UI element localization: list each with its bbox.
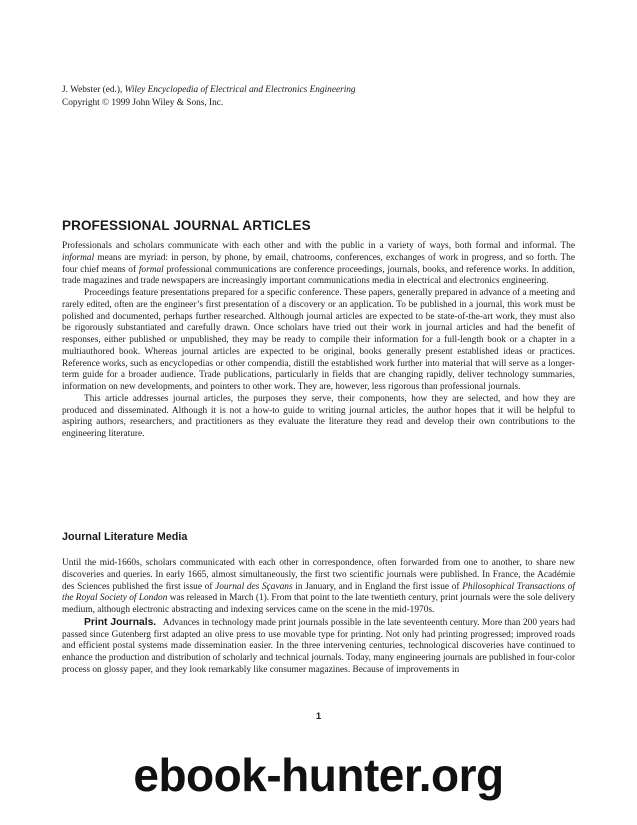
citation-line bbox=[62, 84, 582, 97]
copyright-line: Copyright © 1999 John Wiley & Sons, Inc. bbox=[62, 97, 224, 108]
intro-section bbox=[62, 241, 575, 441]
emphasis-formal: formal bbox=[138, 264, 164, 275]
intro-paragraph-3: This article addresses journal articles, the purposes they serve, their components, how they are selected, and how they are produced and disseminated. Although it is not a how-to guide to writing journal articles, the author hopes that it will be helpful to aspiring authors, researchers, and practitioners as they evaluate the literature they read and develop their own contributions to the engineering literature. bbox=[62, 393, 575, 439]
citation-encyclopedia-title: Wiley Encyclopedia of Electrical and Electronics Engineering bbox=[124, 85, 356, 95]
citation-header bbox=[62, 84, 582, 109]
subsection-heading-print-journals: Print Journals. bbox=[84, 616, 157, 628]
emphasis-philosophical-transactions: Philosophical Transactions of the Royal Society of London bbox=[62, 581, 575, 604]
text-run: was released in March (1). From that point to the late twentieth century, print journals were the sole delivery medium, although electronic abstracting and indexing services came on the scene in the mid-1970s. bbox=[62, 593, 575, 615]
text-run: Advances in technology made print journals possible in the late seventeenth century. More than 200 years had passed since Gutenberg first adapted an olive press to use movable type for printing. Not only had printing progressed; improved roads and efficient postal systems made dissemination easier. In the three intervening centuries, technological discoveries have continued to enhance the production and distribution of scholarly and technical journals. Today, many engineering journals are published in four-color process on glossy paper, and they look remarkably like consumer magazines. Because of improvements in bbox=[62, 617, 578, 675]
text-run: Until the mid-1660s, scholars communicated with each other in correspondence, often forwarded from one to another, to share new discoveries and queries. In early 1665, almost simultaneously, the first two scientific journals were published. In France, the Académie des Sciences published the first issue of bbox=[62, 558, 575, 592]
text-run: professional communications are conference proceedings, journals, books, and reference works. In addition, trade magazines and trade newspapers are increasingly important communications media in electrical and electronics engineering. bbox=[62, 264, 575, 287]
emphasis-journal-des-scavans: Journal des Sçavans bbox=[215, 581, 293, 592]
media-paragraph-1 bbox=[62, 558, 575, 617]
section-heading: Journal Literature Media bbox=[62, 531, 188, 543]
page-number: 1 bbox=[315, 711, 322, 722]
text-run: Professionals and scholars communicate with each other and with the public in a variety of ways, both formal and informal. The bbox=[62, 241, 575, 251]
citation-editor: J. Webster (ed.), bbox=[62, 85, 125, 95]
intro-paragraph-2: Proceedings feature presentations prepared for a specific conference. These papers, generally prepared in advance of a meeting and rarely edited, often are the engineer’s first presentation of a discovery or an application. To be published in a journal, this work must be polished and documented, perhaps further researched. Although journal articles are expected to be state-of-the-art work, they must also be rigorously substantiated and carefully drawn. Once scholars have tried out their work in journal articles and had the benefit of responses, either published or unpublished, they may be ready to compile their information for a full-length book or a chapter in a multiauthored book. Whereas journal articles are expected to be original, books generally present established ideas or practices. Reference works, such as encyclopedias or other compendia, distill the established work further into material that will serve as a longer-term guide for a broader audience. Trade publications, particularly in fields that are changing rapidly, deliver technology summaries, information on new developments, and pointers to other work. They are, however, less rigorous than professional journals. bbox=[62, 288, 575, 392]
text-run: means are myriad: in person, by phone, by email, chatrooms, conferences, exchanges of work in progress, and so forth. The four chief means of bbox=[62, 252, 575, 275]
watermark: ebook-hunter.org bbox=[133, 749, 504, 801]
text-run: in January, and in England the first issue of bbox=[292, 581, 463, 592]
article-title: PROFESSIONAL JOURNAL ARTICLES bbox=[62, 218, 311, 233]
media-paragraph-2 bbox=[62, 616, 578, 677]
emphasis-informal: informal bbox=[62, 252, 95, 263]
media-section bbox=[62, 558, 578, 677]
intro-paragraph-1 bbox=[62, 241, 575, 288]
